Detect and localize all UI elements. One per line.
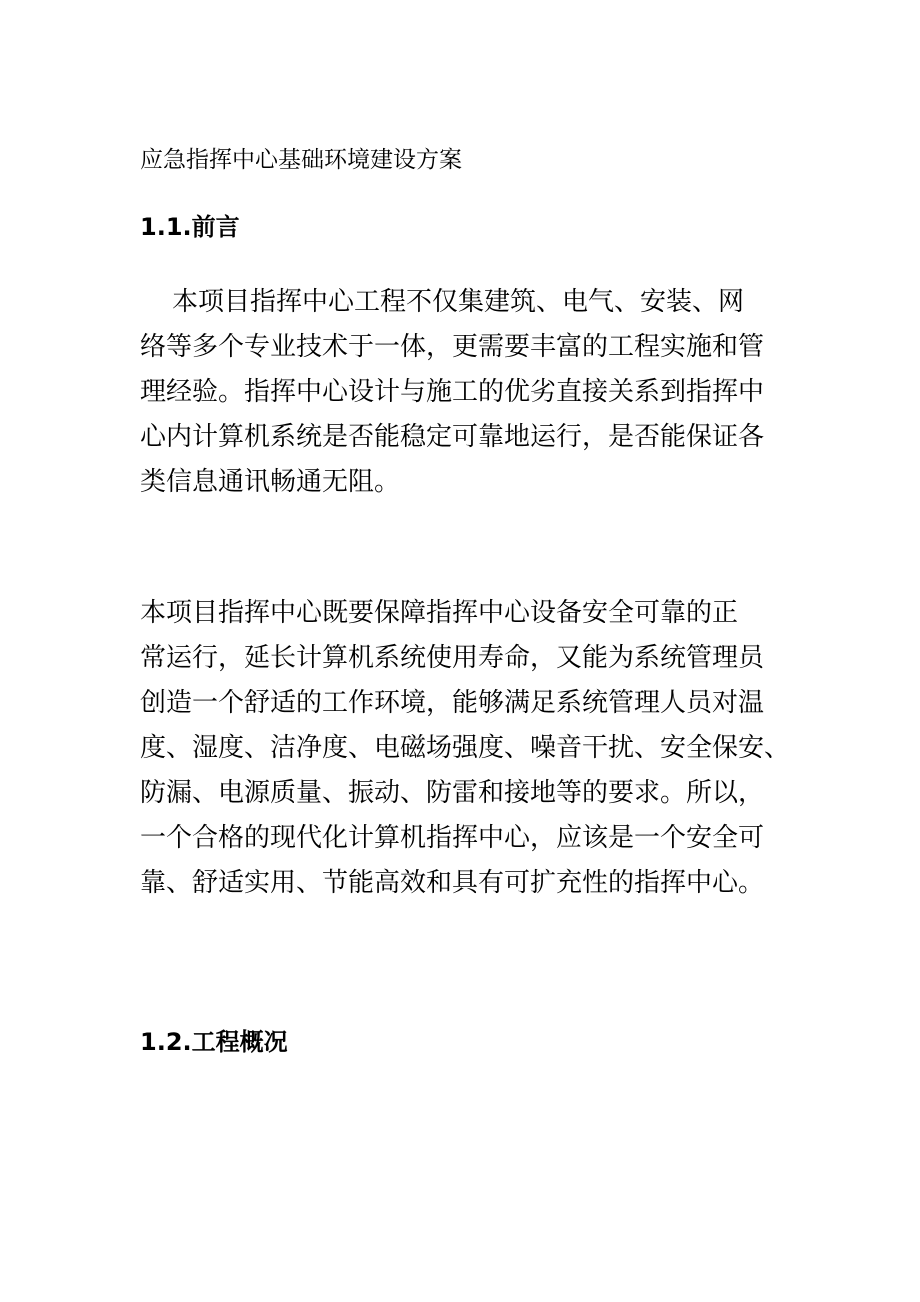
paragraph-line: 常运行，延长计算机系统使用寿命，又能为系统管理员: [140, 643, 765, 673]
paragraph-line: 心内计算机系统是否能稳定可靠地运行，是否能保证各: [140, 422, 765, 452]
paragraph-line: 理经验。指挥中心设计与施工的优劣直接关系到指挥中: [140, 377, 765, 407]
section-heading-foreword: 1.1.前言: [140, 213, 240, 241]
paragraph-line: 本项目指挥中心工程不仅集建筑、电气、安装、网: [172, 287, 745, 317]
paragraph-line: 络等多个专业技术于一体，更需要丰富的工程实施和管: [140, 332, 765, 362]
document-title: 应急指挥中心基础环境建设方案: [140, 147, 462, 173]
paragraph-foreword-2: [140, 591, 800, 906]
paragraph-line: 一个合格的现代化计算机指挥中心，应该是一个安全可: [140, 823, 765, 853]
section-heading-project-overview: 1.2.工程概况: [140, 1028, 288, 1056]
paragraph-foreword-1: [140, 280, 800, 505]
paragraph-line: 类信息通讯畅通无阻。: [140, 467, 401, 497]
paragraph-line: 创造一个舒适的工作环境，能够满足系统管理人员对温: [140, 688, 765, 718]
paragraph-line: 防漏、电源质量、振动、防雷和接地等的要求。所以，: [140, 778, 765, 808]
paragraph-line: 靠、舒适实用、节能高效和具有可扩充性的指挥中心。: [140, 868, 765, 898]
paragraph-line: 度、湿度、洁净度、电磁场强度、噪音干扰、安全保安、: [140, 733, 791, 763]
paragraph-line: 本项目指挥中心既要保障指挥中心设备安全可靠的正: [140, 598, 739, 628]
